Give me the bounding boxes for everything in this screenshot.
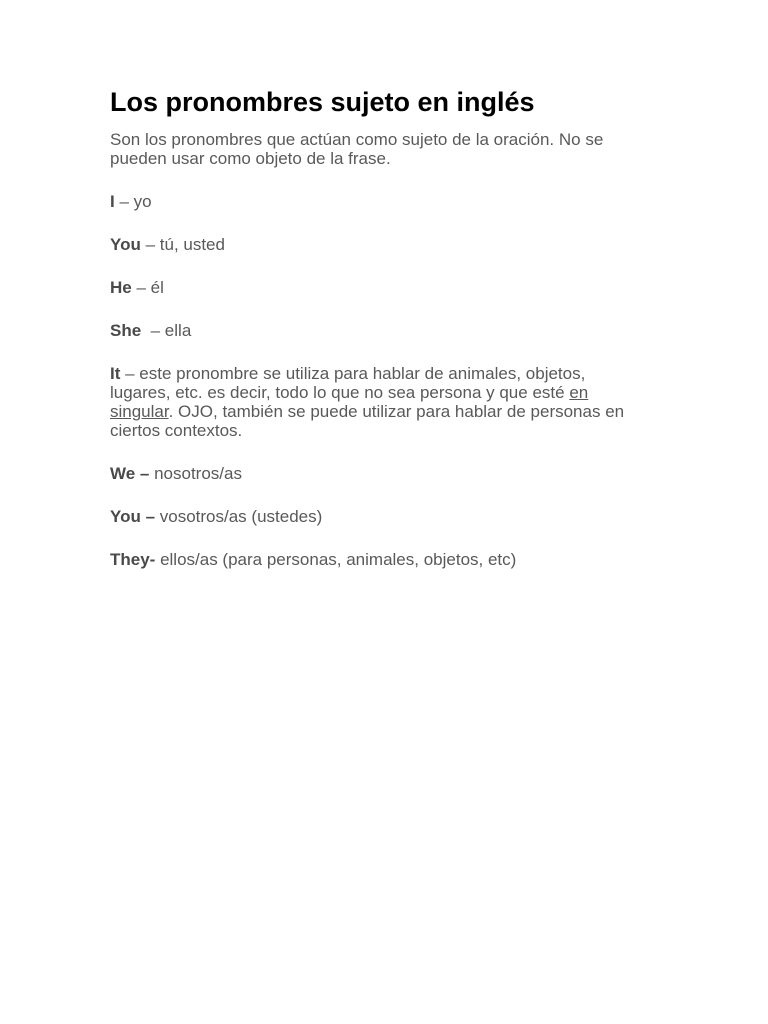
pronoun-definition: – tú, usted <box>140 235 225 254</box>
pronoun-term: It <box>110 364 121 383</box>
pronoun-entry-we <box>110 464 650 483</box>
pronoun-definition: vosotros/as (ustedes) <box>155 507 323 526</box>
pronoun-entry-you-singular <box>110 235 650 254</box>
pronoun-definition-continued: . OJO, también se puede utilizar para hablar de personas en ciertos contextos. <box>110 402 625 440</box>
pronoun-definition: – este pronombre se utiliza para hablar de animales, objetos, lugares, etc. es decir, todo lo que no sea persona y que esté <box>110 364 586 402</box>
pronoun-term: You <box>110 235 141 254</box>
pronoun-definition: – él <box>131 278 164 297</box>
intro-paragraph: Son los pronombres que actúan como sujeto de la oración. No se pueden usar como objeto de la frase. <box>110 130 604 168</box>
page-title: Los pronombres sujeto en inglés <box>110 87 535 117</box>
pronoun-term: You – <box>110 507 156 526</box>
pronoun-entry-you-plural <box>110 507 650 526</box>
pronoun-definition: – yo <box>114 192 152 211</box>
pronoun-entry-i <box>110 192 650 211</box>
pronoun-entry-she <box>110 321 650 340</box>
document-page <box>110 84 650 569</box>
pronoun-definition: – ella <box>141 321 192 340</box>
pronoun-term: They- <box>110 550 156 569</box>
pronoun-entry-they <box>110 550 650 569</box>
pronoun-term: She <box>110 321 142 340</box>
pronoun-entry-it <box>110 364 650 440</box>
pronoun-term: He <box>110 278 132 297</box>
pronoun-term: I <box>110 192 115 211</box>
underlined-phrase: en singular <box>110 383 589 421</box>
pronoun-entry-he <box>110 278 650 297</box>
pronoun-definition: ellos/as (para personas, animales, objetos, etc) <box>155 550 517 569</box>
pronoun-definition: nosotros/as <box>149 464 242 483</box>
pronoun-term: We – <box>110 464 150 483</box>
